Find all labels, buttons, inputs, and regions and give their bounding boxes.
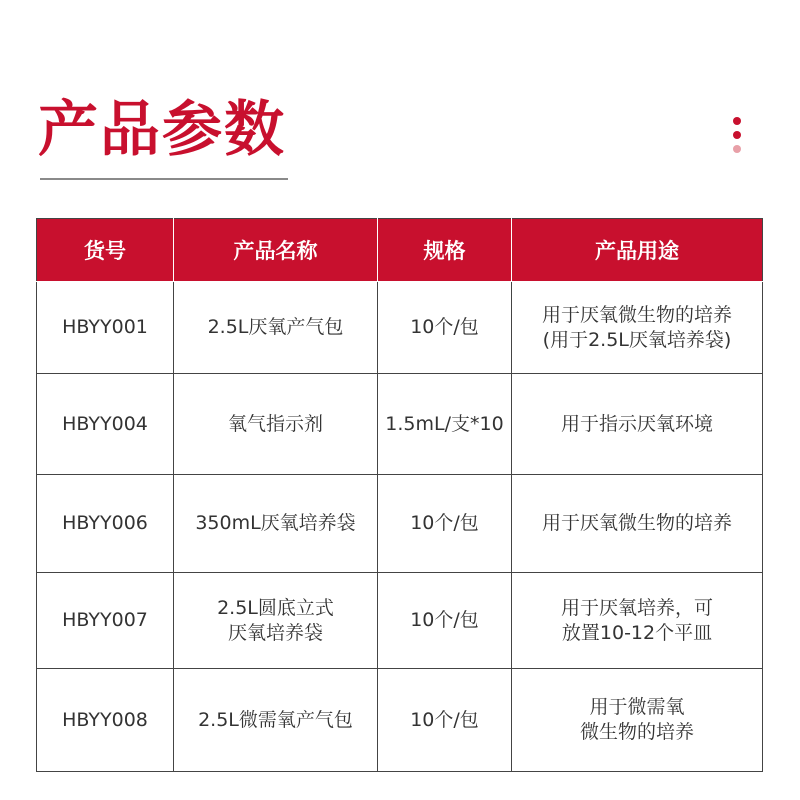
table-row: [37, 573, 763, 669]
cell-name: 氧气指示剂: [174, 374, 378, 475]
cell-spec: 1.5mL/支*10: [378, 374, 512, 475]
dot-2: [733, 131, 741, 139]
cell-use: 用于厌氧微生物的培养: [512, 475, 763, 573]
table-header-row: [37, 219, 763, 282]
cell-name: 2.5L微需氧产气包: [174, 669, 378, 772]
cell-code: HBYY007: [37, 573, 174, 669]
column-header-spec: 规格: [378, 219, 512, 282]
cell-spec: 10个/包: [378, 475, 512, 573]
dot-3: [733, 145, 741, 153]
table-row: [37, 374, 763, 475]
cell-name: 2.5L圆底立式 厌氧培养袋: [174, 573, 378, 669]
cell-code: HBYY001: [37, 282, 174, 374]
column-header-name: 产品名称: [174, 219, 378, 282]
cell-use: 用于指示厌氧环境: [512, 374, 763, 475]
cell-code: HBYY006: [37, 475, 174, 573]
product-params-table: [36, 218, 763, 772]
cell-name: 350mL厌氧培养袋: [174, 475, 378, 573]
cell-spec: 10个/包: [378, 669, 512, 772]
column-header-use: 产品用途: [512, 219, 763, 282]
table-row: [37, 282, 763, 374]
cell-spec: 10个/包: [378, 282, 512, 374]
cell-code: HBYY008: [37, 669, 174, 772]
cell-code: HBYY004: [37, 374, 174, 475]
cell-use: 用于厌氧微生物的培养 (用于2.5L厌氧培养袋): [512, 282, 763, 374]
table-row: [37, 475, 763, 573]
cell-use: 用于微需氧 微生物的培养: [512, 669, 763, 772]
cell-spec: 10个/包: [378, 573, 512, 669]
title-underline: [40, 178, 288, 180]
dot-1: [733, 117, 741, 125]
column-header-code: 货号: [37, 219, 174, 282]
vertical-dots-icon: [731, 117, 743, 157]
cell-name: 2.5L厌氧产气包: [174, 282, 378, 374]
cell-use: 用于厌氧培养，可 放置10-12个平皿: [512, 573, 763, 669]
table-row: [37, 669, 763, 772]
page-title: 产品参数: [38, 95, 286, 165]
